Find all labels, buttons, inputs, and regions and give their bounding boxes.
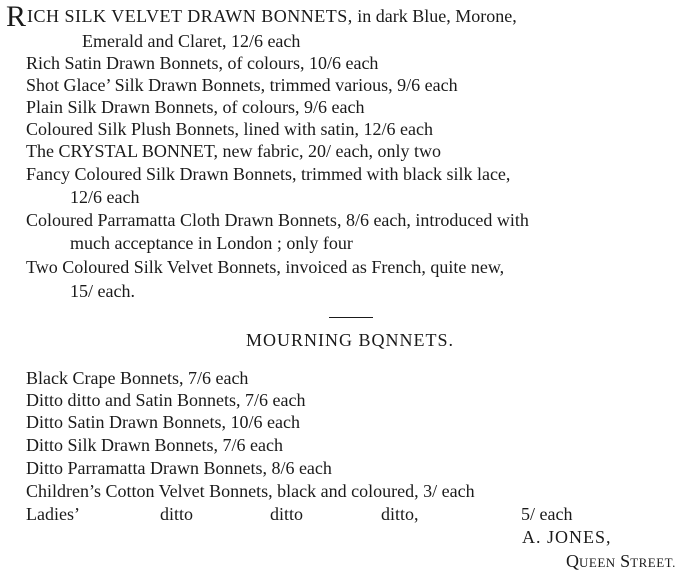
mourning-item: Ditto ditto and Satin Bonnets, 7/6 each (26, 390, 306, 410)
drop-cap: R (6, 0, 27, 33)
item-line: Shot Glace’ Silk Drawn Bonnets, trimmed various, 9/6 each (26, 75, 458, 95)
item-line: Rich Satin Drawn Bonnets, of colours, 10/6 each (26, 53, 379, 73)
ladies-price: 5/ each (521, 504, 573, 524)
first-item-continuation: Emerald and Claret, 12/6 each (82, 31, 301, 51)
signature-name: A. JONES, (522, 527, 612, 547)
ladies-ditto: ditto, (381, 504, 419, 524)
item-line-continuation: 12/6 each (70, 187, 140, 207)
signature-street: QUEEN STREET. (566, 551, 676, 571)
ladies-ditto: ditto (160, 504, 194, 524)
item-line: Coloured Parramatta Cloth Drawn Bonnets, 8/6 each, introduced with (26, 210, 529, 230)
item-line: Fancy Coloured Silk Drawn Bonnets, trimmed with black silk lace, (26, 164, 511, 184)
mourning-item: Ditto Silk Drawn Bonnets, 7/6 each (26, 435, 283, 455)
first-item-caps: ICH SILK VELVET DRAWN BONNETS, (27, 6, 353, 26)
mourning-item: Children’s Cotton Velvet Bonnets, black and coloured, 3/ each (26, 481, 475, 501)
mourning-item: Ditto Satin Drawn Bonnets, 10/6 each (26, 412, 300, 432)
item-line: The CRYSTAL BONNET, new fabric, 20/ each, only two (26, 141, 441, 161)
item-line: Coloured Silk Plush Bonnets, lined with satin, 12/6 each (26, 119, 433, 139)
mourning-item: Black Crape Bonnets, 7/6 each (26, 368, 249, 388)
item-line-continuation: 15/ each. (70, 281, 135, 301)
ladies-ditto: ditto (270, 504, 304, 524)
item-line-continuation: much acceptance in London ; only four (70, 233, 353, 253)
first-item-rest: in dark Blue, Morone, (352, 6, 517, 26)
first-item-line (6, 2, 517, 32)
ladies-label: Ladies’ (26, 504, 80, 524)
mourning-item: Ditto Parramatta Drawn Bonnets, 8/6 each (26, 458, 332, 478)
item-line: Plain Silk Drawn Bonnets, of colours, 9/6 each (26, 97, 365, 117)
mourning-heading: MOURNING BQNNETS. (245, 330, 454, 350)
item-line: Two Coloured Silk Velvet Bonnets, invoiced as French, quite new, (26, 257, 505, 277)
section-divider (329, 317, 373, 318)
